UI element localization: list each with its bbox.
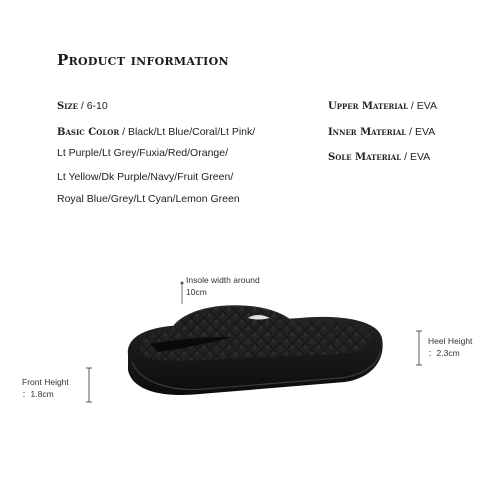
spec-inner-material-separator: / (406, 126, 415, 138)
insole-width-pointer (181, 282, 184, 305)
spec-size-label: Size (57, 101, 78, 112)
spec-upper-material-label: Upper Material (328, 101, 408, 112)
spec-sole-material-value: EVA (409, 151, 431, 163)
spec-basic-color-value: Black/Lt Blue/Coral/Lt Pink/ (127, 126, 256, 138)
spec-color-line-2: Lt Purple/Lt Grey/Fuxia/Red/Orange/ (57, 147, 228, 159)
spec-color-line-4: Royal Blue/Grey/Lt Cyan/Lemon Green (57, 193, 240, 205)
front-height-bracket (86, 368, 92, 402)
heel-height-bracket (416, 331, 422, 365)
front-height-label (22, 376, 69, 400)
spec-inner-material-label: Inner Material (328, 127, 407, 138)
spec-sole-material-label: Sole Material (328, 152, 402, 163)
spec-color-line-3: Lt Yellow/Dk Purple/Navy/Fruit Green/ (57, 171, 234, 183)
spec-inner-material-value: EVA (414, 126, 436, 138)
heel-height-line1: Heel Height (428, 336, 473, 346)
front-height-line2: ：1.8cm (22, 389, 54, 399)
insole-width-line2: 10cm (186, 287, 207, 297)
spec-basic-color-separator: / (119, 126, 128, 138)
insole-width-line1: Insole width around (186, 275, 260, 285)
spec-size-value: 6-10 (86, 100, 108, 112)
product-information-title: Product information (57, 51, 229, 69)
spec-upper-material-value: EVA (416, 100, 437, 112)
spec-size-separator: / (77, 100, 87, 112)
heel-height-label (428, 335, 472, 359)
heel-height-line2: ：2.3cm (428, 348, 460, 358)
insole-width-label (186, 274, 260, 298)
spec-basic-color-label: Basic Color (57, 127, 120, 138)
front-height-line1: Front Height (22, 377, 69, 387)
spec-sole-material-separator: / (401, 151, 410, 163)
spec-upper-material-separator: / (408, 100, 417, 112)
